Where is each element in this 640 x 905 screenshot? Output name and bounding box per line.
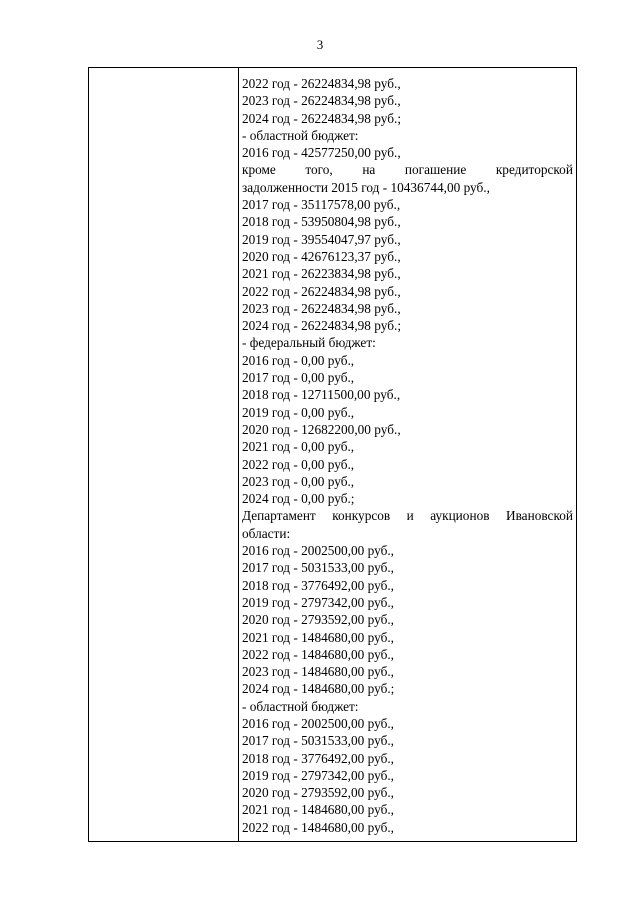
text-line: - федеральный бюджет: [242,335,376,351]
text-line: 2022 год - 26224834,98 руб., [242,76,401,91]
text-line: 2024 год - 0,00 руб.; [242,491,355,507]
text-line [242,507,573,524]
text-word: аукционов [430,508,490,524]
text-word: кроме [242,162,276,178]
text-line: 2021 год - 0,00 руб., [242,439,355,455]
text-line: 2017 год - 5031533,00 руб., [242,560,394,576]
text-word: на [362,162,376,178]
text-line: 2020 год - 2793592,00 руб., [242,612,394,628]
text-word: кредиторской [495,162,573,178]
text-line: 2024 год - 26224834,98 руб.; [242,110,402,126]
text-line: 2023 год - 1484680,00 руб., [242,664,394,680]
text-line: области: [242,525,291,541]
document-table [88,67,577,842]
text-line: 2018 год - 3776492,00 руб., [242,577,394,593]
text-line: 2016 год - 42577250,00 руб., [242,145,401,161]
text-line: 2018 год - 53950804,98 руб., [242,214,401,230]
text-word: погашение [404,162,467,178]
text-line: 2021 год - 26223834,98 руб., [242,266,401,282]
text-line: 2017 год - 5031533,00 руб., [242,733,394,749]
text-line: - областной бюджет: [242,127,359,143]
text-line: 2016 год - 0,00 руб., [242,352,355,368]
text-line: задолженности 2015 год - 10436744,00 руб., [242,179,490,195]
text-line: 2020 год - 42676123,37 руб., [242,248,401,264]
text-word: того, [305,162,333,178]
text-line: 2022 год - 26224834,98 руб., [242,283,401,299]
text-line: 2022 год - 1484680,00 руб., [242,819,394,835]
text-line: 2016 год - 2002500,00 руб., [242,715,394,731]
text-line [242,161,573,178]
text-line: 2019 год - 0,00 руб., [242,404,355,420]
text-line: 2016 год - 2002500,00 руб., [242,543,394,559]
text-line: 2019 год - 2797342,00 руб., [242,594,394,610]
text-line: 2023 год - 0,00 руб., [242,473,355,489]
table-left-cell [89,68,239,841]
text-line: 2021 год - 1484680,00 руб., [242,802,394,818]
text-line: 2024 год - 1484680,00 руб.; [242,681,395,697]
text-line: 2022 год - 0,00 руб., [242,456,355,472]
text-line: 2023 год - 26224834,98 руб., [242,300,401,316]
text-line: 2018 год - 3776492,00 руб., [242,750,394,766]
text-word: конкурсов [332,508,391,524]
text-line: 2020 год - 12682200,00 руб., [242,421,401,437]
text-line: 2019 год - 2797342,00 руб., [242,767,394,783]
table-right-cell [242,75,573,836]
text-line: 2024 год - 26224834,98 руб.; [242,318,402,334]
text-word: Департамент [242,508,316,524]
text-line: - областной бюджет: [242,698,359,714]
text-word: Ивановской [505,508,573,524]
text-line: 2021 год - 1484680,00 руб., [242,629,394,645]
text-line: 2018 год - 12711500,00 руб., [242,387,401,403]
text-line: 2022 год - 1484680,00 руб., [242,646,394,662]
text-line: 2019 год - 39554047,97 руб., [242,231,401,247]
page-number: 3 [316,37,324,52]
text-line: 2023 год - 26224834,98 руб., [242,93,401,109]
text-line: 2017 год - 0,00 руб., [242,370,355,386]
text-word: и [406,508,414,524]
text-line: 2017 год - 35117578,00 руб., [242,197,401,213]
text-line: 2020 год - 2793592,00 руб., [242,785,394,801]
